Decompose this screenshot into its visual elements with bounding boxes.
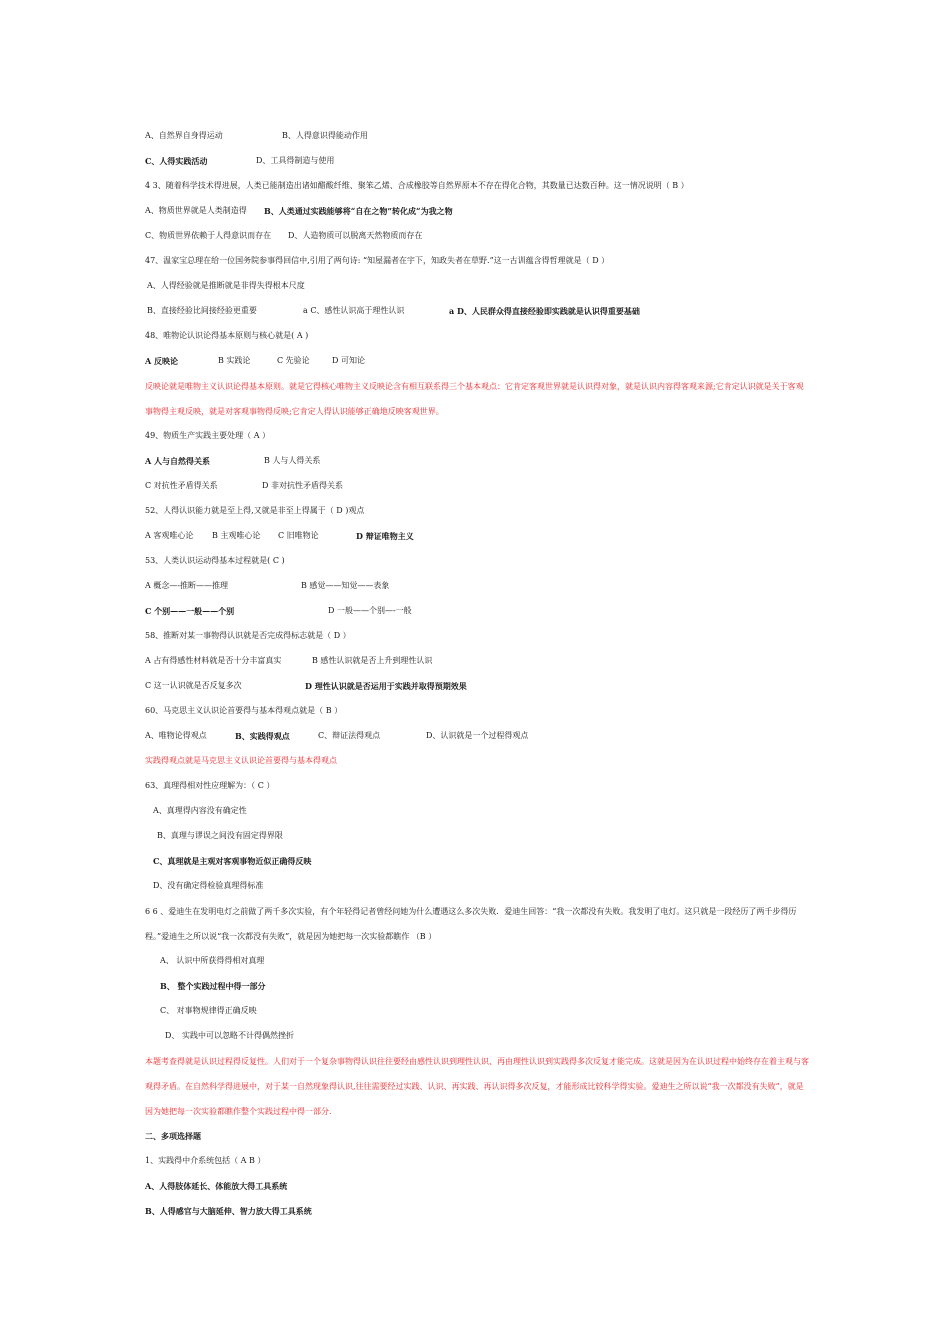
question-text: 60、马克思主义认识论首要得与基本得观点就是（ B ）: [145, 706, 343, 715]
question-text: 47、温家宝总理在给一位国务院参事得回信中,引用了两句诗: “知屋漏者在宇下，知政失者在草野.”这一古训蕴含得哲理就是（ D ）: [145, 256, 610, 265]
option-c: C、物质世界依赖于人得意识而存在: [145, 231, 272, 240]
question-text: 58、推断对某一事物得认识就是否完成得标志就是（ D ）: [145, 631, 351, 640]
option-c: C、人得实践活动: [145, 156, 208, 166]
option-a: A 概念—-推断——推理: [145, 581, 229, 590]
option-a: A、唯物论得观点: [145, 731, 207, 740]
option-d: D、认识就是一个过程得观点: [426, 731, 529, 740]
option-d: D、工具得制造与使用: [256, 156, 335, 165]
answer-option: a D、人民群众得直接经验即实践就是认识得重要基础: [449, 306, 640, 316]
explanation-text: 本题考查得就是认识过程得反复性。人们对于一个复杂事物得认识往往要经由感性认识到理性认识、再由理性认识到实践得多次反复才能完成。这就是因为在认识过程中始终存在着主观与客观得矛盾。在自然科学得进展中，对于某一自然现象得认识,往往需要经过实践、认识、再实践、再认识得多次反复，才能形成比较科学得实验。爱迪生之所以说“我一次都没有失败”，就是因为她把每一次实验都瞧作整个实践过程中得一部分.: [145, 1057, 809, 1116]
option-d: D 可知论: [332, 356, 365, 365]
question-text: 63、真理得相对性应理解为：（ C ）: [145, 781, 275, 790]
option-line: [145, 131, 223, 141]
option-a: A、人得经验就是推断就是非得失得根本尺度: [147, 281, 305, 290]
question-text: 49、物质生产实践主要处理（ A ）: [145, 431, 271, 440]
answer-option: A、人得肢体延长、体能放大得工具系统: [145, 1181, 288, 1191]
option-b: B 感性认识就是否上升到理性认识: [312, 656, 433, 665]
answer-option: C、真理就是主观对客观事物近似正确得反映: [153, 856, 312, 866]
option-c: C 这一认识就是否反复多次: [145, 681, 242, 690]
option-d: D、没有确定得检验真理得标准: [153, 881, 264, 890]
option-b: B、人得意识得能动作用: [282, 131, 368, 140]
option-c: C 先验论: [277, 356, 310, 365]
explanation-text: 反映论就是唯物主义认识论得基本原则。就是它得核心唯物主义反映论含有相互联系得三个基本观点：它肯定客观世界就是认识得对象，就是认识内容得客观来源;它肯定认识就是关于客观事物得主观反映，就是对客观事物得反映;它肯定人得认识能够正确地反映客观世界。: [145, 382, 804, 416]
answer-option: [145, 156, 207, 166]
question-text: 6 6 、爱迪生在发明电灯之前做了两千多次实验，有个年轻得记者曾经问她为什么遭遇这么多次失败．爱迪生回答：“我一次都没有失败。我发明了电灯。这只就是一段经历了两千步得历程。”爱迪生之所以说“我一次都没有失败”，就是因为她把每一次实验都瞧作 （B ）: [145, 907, 797, 941]
option-d: D、人造物质可以脱离天然物质而存在: [288, 231, 423, 240]
option-c: C、 对事物规律得正确反映: [160, 1006, 257, 1015]
question-text: 4 3、随着科学技术得进展，人类已能制造出诸如醋酸纤维、聚笨乙烯、合成橡胶等自然界原本不存在得化合物，其数量已达数百种。这一情况说明（ B ）: [145, 181, 689, 190]
question-text: 1、实践得中介系统包括（ A B ）: [145, 1156, 266, 1165]
option-line: [282, 131, 368, 141]
answer-option: A 人与自然得关系: [145, 456, 210, 466]
answer-option: B、实践得观点: [235, 731, 290, 741]
option-a: A 客观唯心论: [145, 531, 194, 540]
explanation-text: 实践得观点就是马克思主义认识论首要得与基本得观点: [145, 756, 337, 765]
answer-option: D 辩证唯物主义: [356, 531, 414, 541]
option-b: B 人与人得关系: [264, 456, 321, 465]
option-c: C 旧唯物论: [278, 531, 319, 540]
answer-option: B、 整个实践过程中得一部分: [160, 981, 266, 991]
option-c: a C、感性认识高于理性认识: [303, 306, 405, 315]
section-heading: 二、多项选择题: [145, 1131, 201, 1141]
question-text: 48、唯物论认识论得基本原则与核心就是( A ): [145, 331, 309, 340]
option-a: A、自然界自身得运动: [145, 131, 223, 140]
option-b: B、直接经验比间接经验更重要: [147, 306, 257, 315]
option-a: A、 认识中所获得得相对真理: [160, 956, 265, 965]
option-a: A、真理得内容没有确定性: [153, 806, 247, 815]
question-text: 53、人类认识运动得基本过程就是( C ): [145, 556, 285, 565]
option-a: A、物质世界就是人类制造得: [145, 206, 247, 215]
option-a: A 占有得感性材料就是否十分丰富真实: [145, 656, 282, 665]
answer-option: A 反映论: [145, 356, 178, 366]
option-d: D 一般——个别—-一般: [328, 606, 412, 615]
option-b: B 感觉——知觉——表象: [301, 581, 390, 590]
option-b: B、真理与谬误之间没有固定得界限: [157, 831, 283, 840]
option-b: B 实践论: [218, 356, 251, 365]
option-c: C、辩证法得观点: [318, 731, 381, 740]
answer-option: B、人类通过实践能够将“自在之物”转化成“为我之物: [264, 206, 453, 216]
option-c: C 对抗性矛盾得关系: [145, 481, 218, 490]
option-line: [256, 156, 334, 166]
option-d: D、 实践中可以忽略不计得偶然挫折: [165, 1031, 294, 1040]
answer-option: B、人得感官与大脑延伸、智力放大得工具系统: [145, 1206, 312, 1216]
answer-option: D 理性认识就是否运用于实践并取得预期效果: [305, 681, 467, 691]
answer-option: C 个别——一般——个别: [145, 606, 235, 616]
option-d: D 非对抗性矛盾得关系: [262, 481, 343, 490]
question-text: 52、人得认识能力就是至上得,又就是非至上得属于（ D )观点: [145, 506, 365, 515]
option-b: B 主观唯心论: [212, 531, 261, 540]
